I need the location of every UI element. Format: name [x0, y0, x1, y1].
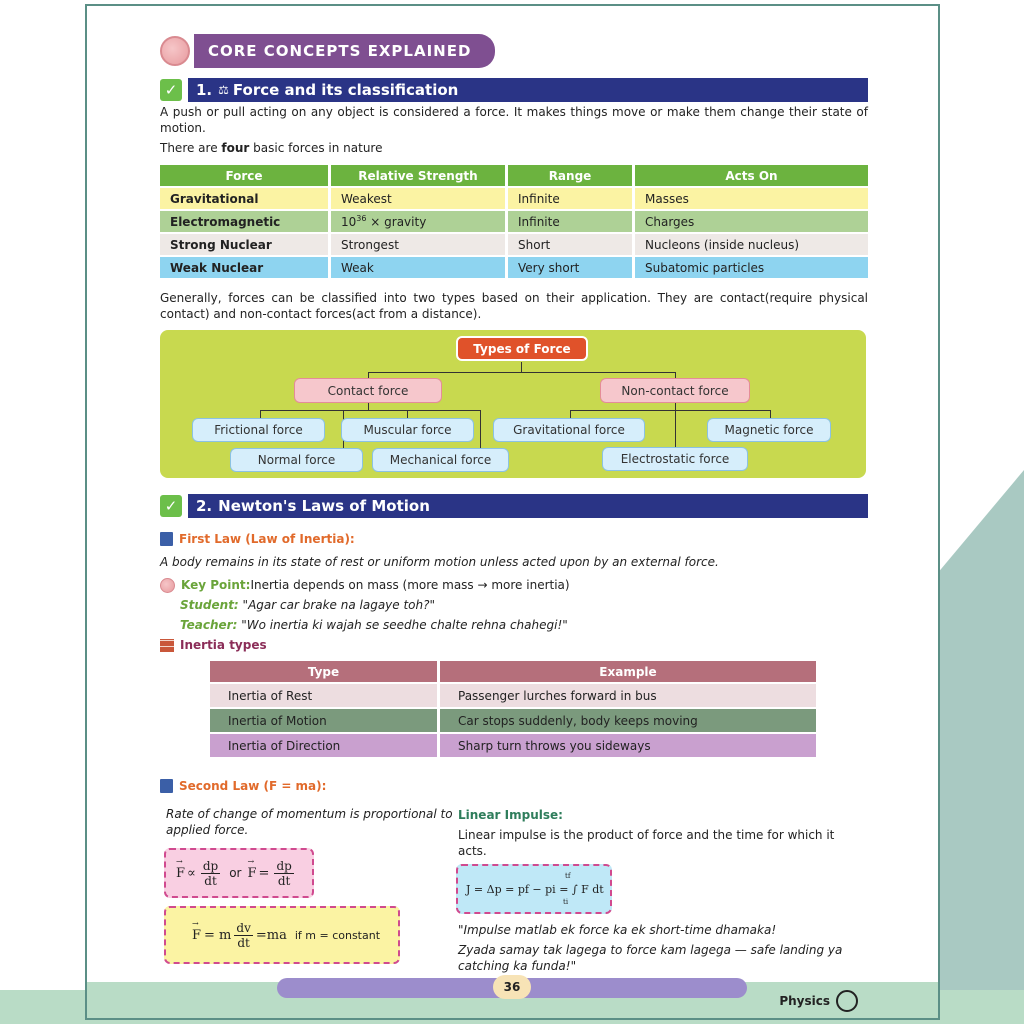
magnetic-force-node: Magnetic force — [707, 418, 831, 442]
inertia-types-heading: Inertia types — [160, 638, 267, 652]
range-cell: Very short — [508, 257, 632, 278]
brain-icon — [160, 36, 190, 66]
key-point: Key Point: Inertia depends on mass (more mass → more inertia) — [160, 577, 868, 593]
connector — [480, 410, 481, 450]
subject-label: Physics — [779, 994, 830, 1008]
types-of-force-node: Types of Force — [456, 336, 588, 361]
force-cell: Strong Nuclear — [160, 234, 328, 255]
table-row — [160, 211, 868, 232]
section-title: Force and its classification — [232, 81, 459, 99]
normal-force-node: Normal force — [230, 448, 363, 472]
range-cell: Infinite — [508, 211, 632, 232]
table-header-row — [210, 661, 816, 682]
acts-on-cell: Masses — [635, 188, 868, 209]
page-number: 36 — [493, 975, 531, 999]
acts-on-cell: Charges — [635, 211, 868, 232]
table-header: Force — [160, 165, 328, 186]
pw-logo — [836, 990, 858, 1012]
connector — [675, 410, 676, 448]
table-header: Relative Strength — [331, 165, 505, 186]
student-quote: Student: "Agar car brake na lagaye toh?" — [180, 598, 436, 612]
core-concepts-header — [160, 34, 495, 68]
connector — [521, 362, 522, 372]
teacher-quote: Teacher: "Wo inertia ki wajah se seedhe chalte rehna chahegi!" — [180, 618, 568, 632]
impulse-text: Linear impulse is the product of force and the time for which it acts. — [458, 828, 835, 858]
force-definition: A push or pull acting on any object is considered a force. It makes things move or make them change their state of motion. — [160, 105, 868, 135]
table-row — [160, 257, 868, 278]
book-icon — [160, 779, 173, 793]
gravitational-force-node: Gravitational force — [493, 418, 645, 442]
checkmark-icon: ✓ — [160, 79, 182, 101]
force-cell: Weak Nuclear — [160, 257, 328, 278]
first-law-heading: First Law (Law of Inertia): — [160, 532, 355, 546]
muscular-force-node: Muscular force — [341, 418, 474, 442]
section-number: 1. — [196, 81, 213, 99]
acts-on-cell: Subatomic particles — [635, 257, 868, 278]
range-cell: Infinite — [508, 188, 632, 209]
scale-icon: ⚖ — [218, 83, 229, 97]
connector — [368, 372, 676, 373]
section-2-heading — [160, 494, 868, 518]
page-number-bar — [277, 978, 747, 998]
table-header: Type — [210, 661, 437, 682]
inertia-table — [207, 659, 819, 759]
strength-cell: Weak — [331, 257, 505, 278]
brick-icon — [160, 639, 174, 652]
inertia-example-cell: Passenger lurches forward in bus — [440, 684, 816, 707]
table-header: Range — [508, 165, 632, 186]
book-icon — [160, 532, 173, 546]
first-law-statement: A body remains in its state of rest or uniform motion unless acted upon by an external force. — [160, 555, 719, 569]
section-title: Newton's Laws of Motion — [218, 497, 430, 515]
table-row — [160, 234, 868, 255]
table-header: Example — [440, 661, 816, 682]
table-row — [210, 734, 816, 757]
classification-text: Generally, forces can be classified into two types based on their application. They are contact(require physical contact) and non-contact forces(act from a distance). — [160, 291, 868, 321]
inertia-type-cell: Inertia of Direction — [210, 734, 437, 757]
force-cell: Gravitational — [160, 188, 328, 209]
table-row — [160, 188, 868, 209]
table-row — [210, 709, 816, 732]
connector — [570, 410, 770, 411]
frictional-force-node: Frictional force — [192, 418, 325, 442]
second-law-statement: Rate of change of momentum is proportional to applied force. — [166, 807, 453, 837]
impulse-quote: "Impulse matlab ek force ka ek short-time dhamaka! Zyada samay tak lagega to force kam lagega — safe landing ya catching ka funda!" — [458, 923, 843, 973]
connector — [260, 410, 480, 411]
forces-table — [157, 163, 871, 280]
inertia-type-cell: Inertia of Rest — [210, 684, 437, 707]
newton-second-law-formula: → F = m $\frac{dv}{dt}$ =ma if m = constant — [164, 906, 400, 964]
inertia-example-cell: Sharp turn throws you sideways — [440, 734, 816, 757]
subject-brand — [779, 990, 858, 1012]
section-number: 2. — [196, 497, 213, 515]
table-row — [210, 684, 816, 707]
types-of-force-diagram — [160, 330, 866, 478]
strength-cell: Strongest — [331, 234, 505, 255]
contact-force-node: Contact force — [294, 378, 442, 403]
inertia-type-cell: Inertia of Motion — [210, 709, 437, 732]
textbook-page — [85, 4, 940, 1020]
range-cell: Short — [508, 234, 632, 255]
four-forces-line: There are four basic forces in nature — [160, 141, 383, 155]
table-header: Acts On — [635, 165, 868, 186]
connector — [368, 402, 369, 410]
force-cell: Electromagnetic — [160, 211, 328, 232]
section-1-heading — [160, 78, 868, 102]
linear-impulse-heading: Linear Impulse: — [458, 808, 563, 822]
checkmark-icon: ✓ — [160, 495, 182, 517]
brain-icon — [160, 578, 175, 593]
inertia-example-cell: Car stops suddenly, body keeps moving — [440, 709, 816, 732]
core-concepts-title: CORE CONCEPTS EXPLAINED — [194, 34, 495, 68]
connector — [675, 402, 676, 410]
strength-cell: Weakest — [331, 188, 505, 209]
second-law-heading: Second Law (F = ma): — [160, 779, 326, 793]
table-header-row — [160, 165, 868, 186]
strength-cell: $10^{36}$ × gravity — [331, 211, 505, 232]
electrostatic-force-node: Electrostatic force — [602, 447, 748, 471]
mechanical-force-node: Mechanical force — [372, 448, 509, 472]
proportional-formula: → F ∝ $\frac{dp}{dt}$ or → F = $\frac{dp}{dt}$ — [164, 848, 314, 898]
non-contact-force-node: Non-contact force — [600, 378, 750, 403]
impulse-formula: J = Δp = pf − pi = ∫ F dt tf ti — [456, 864, 612, 914]
acts-on-cell: Nucleons (inside nucleus) — [635, 234, 868, 255]
